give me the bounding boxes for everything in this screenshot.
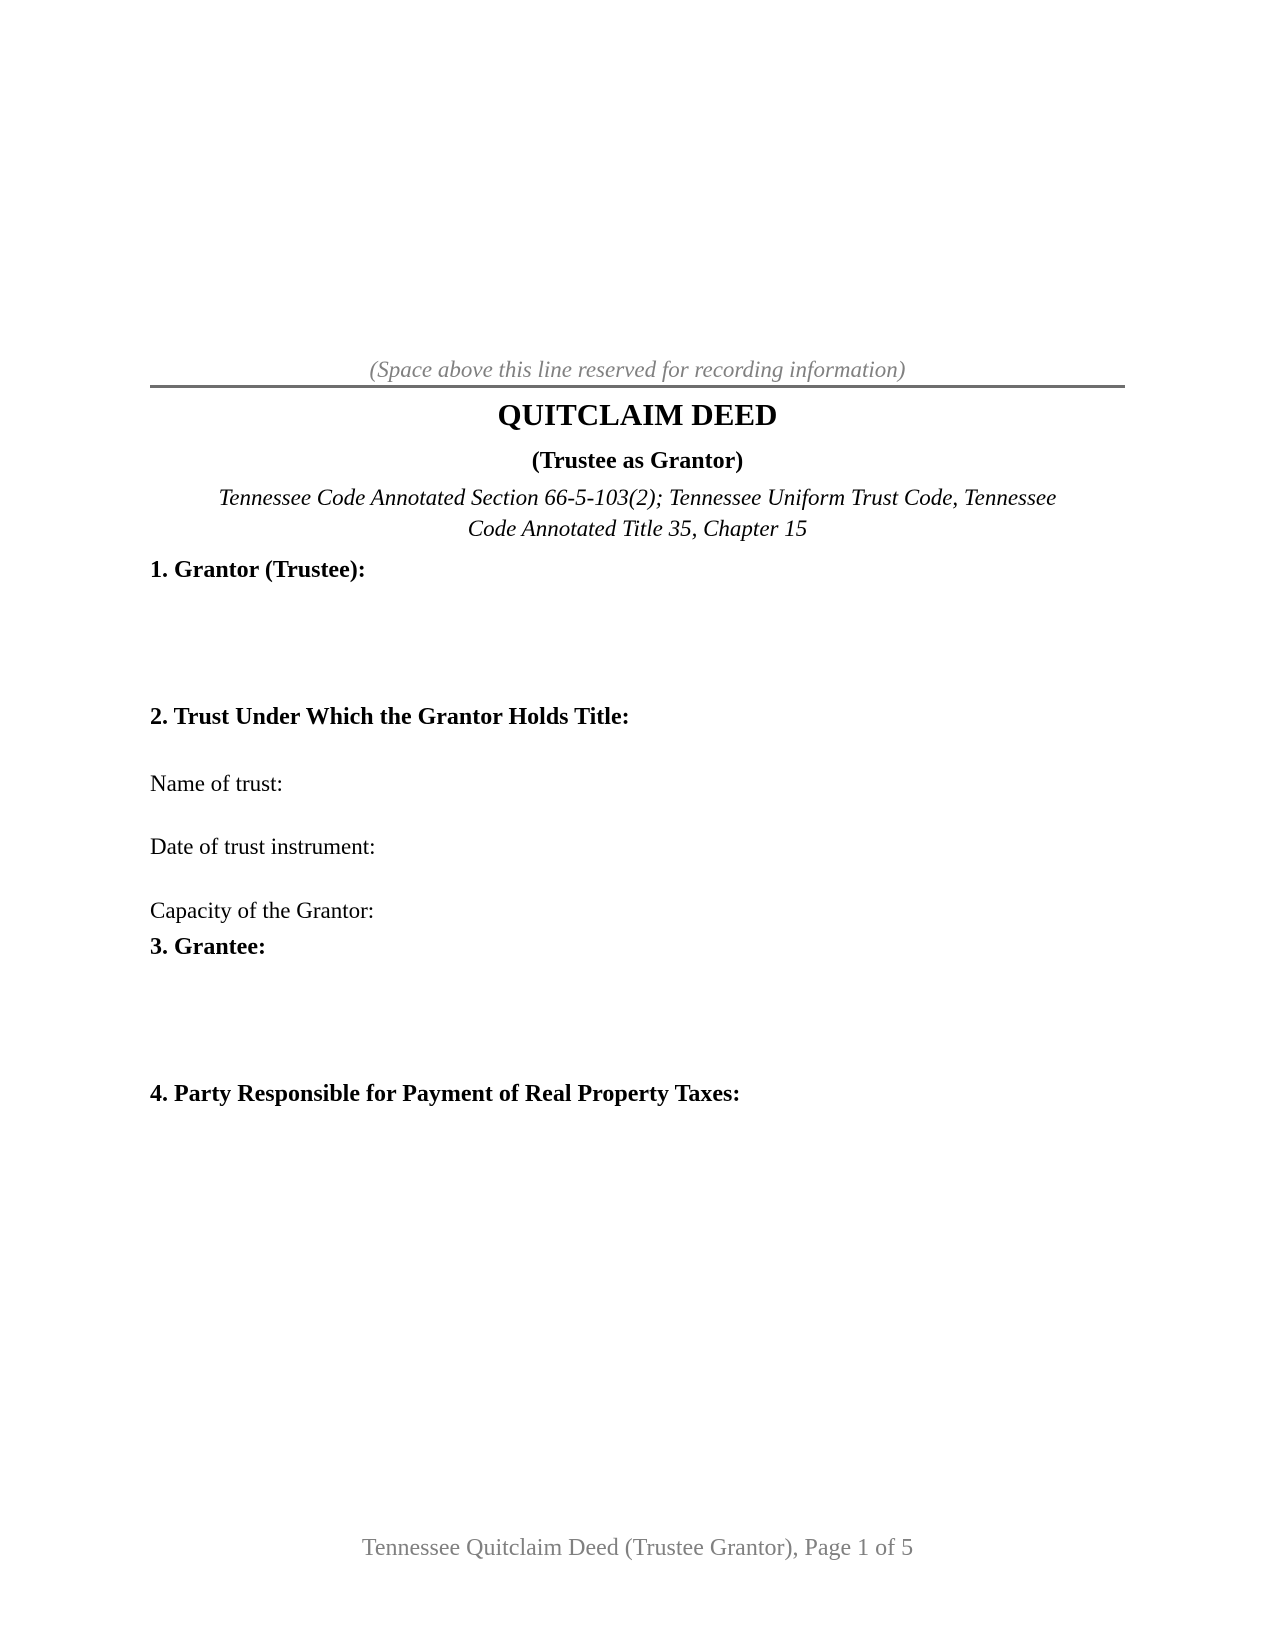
citation-line-1: Tennessee Code Annotated Section 66-5-103(2); Tennessee Uniform Trust Code, Tennessee — [218, 485, 1057, 510]
document-title: QUITCLAIM DEED — [497, 397, 778, 432]
page-footer: Tennessee Quitclaim Deed (Trustee Grantor), Page 1 of 5 — [361, 1535, 914, 1561]
citation-line-2: Code Annotated Title 35, Chapter 15 — [467, 516, 808, 541]
trust-name-label: Name of trust: — [150, 771, 283, 796]
section-tax-party-heading: 4. Party Responsible for Payment of Real Property Taxes: — [150, 1081, 741, 1107]
recording-reserved-note: (Space above this line reserved for recording information) — [369, 357, 906, 382]
recording-divider-line — [150, 385, 1125, 388]
section-grantee-heading: 3. Grantee: — [150, 934, 266, 960]
grantor-capacity-label: Capacity of the Grantor: — [150, 898, 375, 923]
document-subtitle: (Trustee as Grantor) — [531, 448, 744, 474]
statutory-citation — [150, 482, 1125, 544]
trust-date-label: Date of trust instrument: — [150, 834, 376, 859]
section-trust-heading: 2. Trust Under Which the Grantor Holds Title: — [150, 704, 630, 730]
section-grantor-heading: 1. Grantor (Trustee): — [150, 557, 366, 583]
